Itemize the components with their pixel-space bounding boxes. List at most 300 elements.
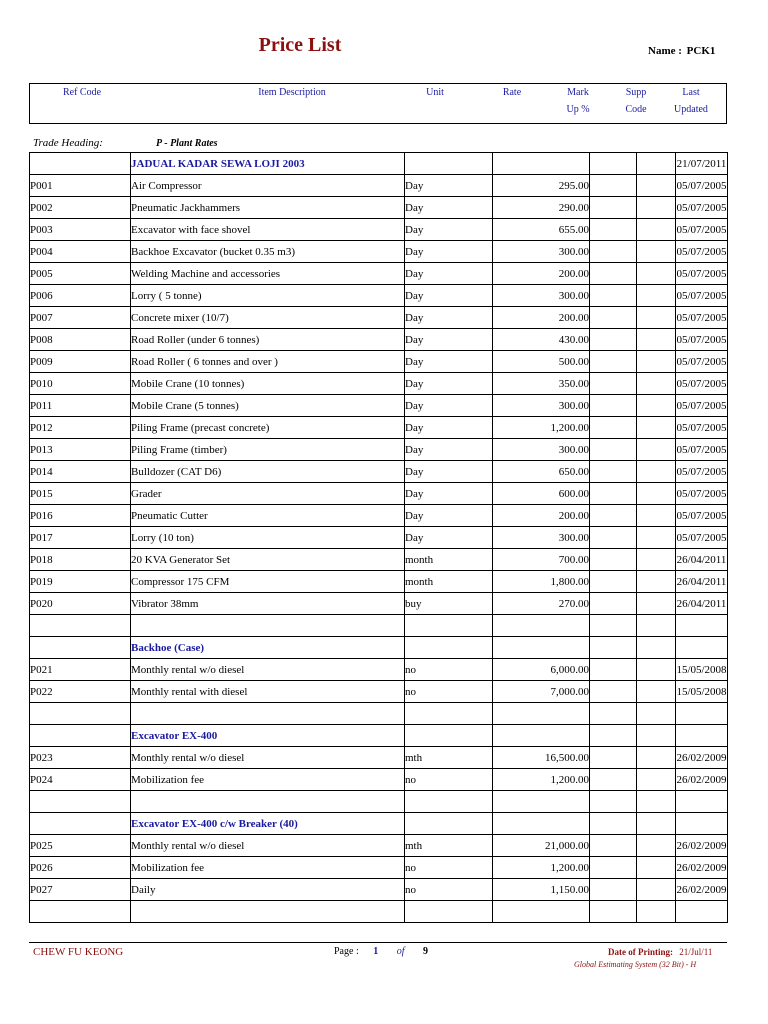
unit-cell: Day bbox=[405, 395, 493, 417]
rate-cell: 200.00 bbox=[493, 307, 590, 329]
markup-cell bbox=[590, 197, 637, 219]
ref-code-cell: P026 bbox=[30, 857, 131, 879]
unit-cell: Day bbox=[405, 263, 493, 285]
col-mark-up-line2: Up % bbox=[566, 104, 590, 115]
supp-code-cell bbox=[637, 285, 676, 307]
last-updated-cell bbox=[676, 901, 728, 923]
supp-code-cell bbox=[637, 747, 676, 769]
supp-code-cell bbox=[637, 879, 676, 901]
table-row bbox=[30, 461, 728, 483]
name-field bbox=[648, 45, 715, 57]
ref-code-cell bbox=[30, 703, 131, 725]
markup-cell bbox=[590, 307, 637, 329]
page-label: Page : bbox=[334, 946, 359, 957]
rate-cell: 300.00 bbox=[493, 285, 590, 307]
ref-code-cell: P003 bbox=[30, 219, 131, 241]
markup-cell bbox=[590, 615, 637, 637]
rate-cell: 16,500.00 bbox=[493, 747, 590, 769]
rate-cell: 295.00 bbox=[493, 175, 590, 197]
table-row bbox=[30, 659, 728, 681]
table-row bbox=[30, 549, 728, 571]
description-cell: Air Compressor bbox=[131, 175, 405, 197]
section-heading-row bbox=[30, 813, 728, 835]
description-cell: Lorry (10 ton) bbox=[131, 527, 405, 549]
last-updated-cell: 05/07/2005 bbox=[676, 351, 728, 373]
last-updated-cell: 26/02/2009 bbox=[676, 879, 728, 901]
rate-cell bbox=[493, 791, 590, 813]
col-rate: Rate bbox=[502, 87, 522, 98]
ref-code-cell: P001 bbox=[30, 175, 131, 197]
supp-code-cell bbox=[637, 659, 676, 681]
price-table bbox=[29, 152, 728, 923]
column-header bbox=[29, 83, 727, 124]
last-updated-cell: 05/07/2005 bbox=[676, 461, 728, 483]
table-row bbox=[30, 681, 728, 703]
col-mark-up bbox=[556, 84, 600, 118]
last-updated-cell: 05/07/2005 bbox=[676, 307, 728, 329]
description-cell: Compressor 175 CFM bbox=[131, 571, 405, 593]
col-unit: Unit bbox=[426, 87, 444, 98]
markup-cell bbox=[590, 505, 637, 527]
name-label: Name : bbox=[648, 45, 682, 57]
markup-cell bbox=[590, 835, 637, 857]
section-heading: Backhoe (Case) bbox=[131, 637, 405, 659]
col-item-description: Item Description bbox=[258, 87, 326, 98]
last-updated-cell bbox=[676, 615, 728, 637]
ref-code-cell: P013 bbox=[30, 439, 131, 461]
last-updated-cell: 15/05/2008 bbox=[676, 681, 728, 703]
last-updated-cell: 26/02/2009 bbox=[676, 857, 728, 879]
markup-cell bbox=[590, 813, 637, 835]
last-updated-cell: 05/07/2005 bbox=[676, 329, 728, 351]
supp-code-cell bbox=[637, 769, 676, 791]
table-row bbox=[30, 197, 728, 219]
unit-cell: no bbox=[405, 769, 493, 791]
supp-code-cell bbox=[637, 241, 676, 263]
of-label: of bbox=[396, 946, 405, 957]
unit-cell bbox=[405, 153, 493, 175]
trade-heading-label: Trade Heading: bbox=[33, 137, 103, 149]
description-cell: Pneumatic Cutter bbox=[131, 505, 405, 527]
footer-print-date bbox=[608, 947, 712, 957]
supp-code-cell bbox=[637, 549, 676, 571]
table-row bbox=[30, 439, 728, 461]
rate-cell: 430.00 bbox=[493, 329, 590, 351]
rate-cell: 655.00 bbox=[493, 219, 590, 241]
unit-cell: Day bbox=[405, 197, 493, 219]
blank-row bbox=[30, 703, 728, 725]
ref-code-cell: P020 bbox=[30, 593, 131, 615]
rate-cell: 200.00 bbox=[493, 263, 590, 285]
last-updated-cell: 05/07/2005 bbox=[676, 417, 728, 439]
last-updated-cell: 05/07/2005 bbox=[676, 483, 728, 505]
supp-code-cell bbox=[637, 703, 676, 725]
table-row bbox=[30, 593, 728, 615]
markup-cell bbox=[590, 527, 637, 549]
section-heading-row bbox=[30, 153, 728, 175]
markup-cell bbox=[590, 769, 637, 791]
last-updated-cell bbox=[676, 637, 728, 659]
unit-cell: Day bbox=[405, 307, 493, 329]
unit-cell: month bbox=[405, 571, 493, 593]
ref-code-cell: P014 bbox=[30, 461, 131, 483]
description-cell: Mobilization fee bbox=[131, 769, 405, 791]
markup-cell bbox=[590, 373, 637, 395]
markup-cell bbox=[590, 857, 637, 879]
ref-code-cell bbox=[30, 615, 131, 637]
description-cell bbox=[131, 615, 405, 637]
table-row bbox=[30, 329, 728, 351]
rate-cell bbox=[493, 703, 590, 725]
rate-cell bbox=[493, 615, 590, 637]
last-updated-cell: 15/05/2008 bbox=[676, 659, 728, 681]
rate-cell: 21,000.00 bbox=[493, 835, 590, 857]
unit-cell: Day bbox=[405, 373, 493, 395]
ref-code-cell: P023 bbox=[30, 747, 131, 769]
last-updated-cell: 26/02/2009 bbox=[676, 835, 728, 857]
rate-cell: 1,200.00 bbox=[493, 857, 590, 879]
rate-cell: 350.00 bbox=[493, 373, 590, 395]
supp-code-cell bbox=[637, 153, 676, 175]
markup-cell bbox=[590, 571, 637, 593]
ref-code-cell: P011 bbox=[30, 395, 131, 417]
rate-cell: 6,000.00 bbox=[493, 659, 590, 681]
description-cell: Monthly rental with diesel bbox=[131, 681, 405, 703]
unit-cell: Day bbox=[405, 417, 493, 439]
markup-cell bbox=[590, 747, 637, 769]
description-cell: Piling Frame (timber) bbox=[131, 439, 405, 461]
table-row bbox=[30, 769, 728, 791]
print-label: Date of Printing: bbox=[608, 947, 673, 957]
last-updated-cell: 05/07/2005 bbox=[676, 241, 728, 263]
markup-cell bbox=[590, 549, 637, 571]
markup-cell bbox=[590, 593, 637, 615]
supp-code-cell bbox=[637, 461, 676, 483]
col-ref-code: Ref Code bbox=[62, 87, 102, 98]
col-last-line2: Updated bbox=[674, 104, 708, 115]
rate-cell: 300.00 bbox=[493, 527, 590, 549]
last-updated-cell: 26/04/2011 bbox=[676, 549, 728, 571]
blank-row bbox=[30, 615, 728, 637]
unit-cell bbox=[405, 725, 493, 747]
supp-code-cell bbox=[637, 505, 676, 527]
supp-code-cell bbox=[637, 329, 676, 351]
markup-cell bbox=[590, 175, 637, 197]
last-updated-cell: 21/07/2011 bbox=[676, 153, 728, 175]
supp-code-cell bbox=[637, 417, 676, 439]
description-cell bbox=[131, 703, 405, 725]
supp-code-cell bbox=[637, 219, 676, 241]
description-cell: Piling Frame (precast concrete) bbox=[131, 417, 405, 439]
table-row bbox=[30, 395, 728, 417]
description-cell: Pneumatic Jackhammers bbox=[131, 197, 405, 219]
rate-cell bbox=[493, 637, 590, 659]
unit-cell bbox=[405, 615, 493, 637]
supp-code-cell bbox=[637, 835, 676, 857]
description-cell: Excavator with face shovel bbox=[131, 219, 405, 241]
section-heading: Excavator EX-400 bbox=[131, 725, 405, 747]
markup-cell bbox=[590, 791, 637, 813]
page-total: 9 bbox=[423, 946, 428, 957]
table-row bbox=[30, 263, 728, 285]
markup-cell bbox=[590, 241, 637, 263]
rate-cell: 7,000.00 bbox=[493, 681, 590, 703]
ref-code-cell: P018 bbox=[30, 549, 131, 571]
markup-cell bbox=[590, 395, 637, 417]
print-date: 21/Jul/11 bbox=[679, 947, 713, 957]
ref-code-cell: P010 bbox=[30, 373, 131, 395]
supp-code-cell bbox=[637, 571, 676, 593]
section-heading: Excavator EX-400 c/w Breaker (40) bbox=[131, 813, 405, 835]
markup-cell bbox=[590, 263, 637, 285]
rate-cell: 300.00 bbox=[493, 395, 590, 417]
last-updated-cell: 05/07/2005 bbox=[676, 505, 728, 527]
last-updated-cell: 05/07/2005 bbox=[676, 527, 728, 549]
last-updated-cell bbox=[676, 813, 728, 835]
supp-code-cell bbox=[637, 681, 676, 703]
ref-code-cell: P017 bbox=[30, 527, 131, 549]
markup-cell bbox=[590, 439, 637, 461]
ref-code-cell: P004 bbox=[30, 241, 131, 263]
footer-system: Global Estimating System (32 Bit) - H bbox=[574, 960, 697, 969]
table-row bbox=[30, 285, 728, 307]
unit-cell: Day bbox=[405, 329, 493, 351]
col-supp-code bbox=[616, 84, 656, 118]
rate-cell bbox=[493, 813, 590, 835]
ref-code-cell: P021 bbox=[30, 659, 131, 681]
page-title: Price List bbox=[258, 34, 342, 56]
supp-code-cell bbox=[637, 373, 676, 395]
description-cell: Monthly rental w/o diesel bbox=[131, 747, 405, 769]
col-supp-line1: Supp bbox=[625, 87, 647, 98]
markup-cell bbox=[590, 879, 637, 901]
description-cell: Monthly rental w/o diesel bbox=[131, 659, 405, 681]
unit-cell: no bbox=[405, 857, 493, 879]
unit-cell: mth bbox=[405, 835, 493, 857]
rate-cell: 500.00 bbox=[493, 351, 590, 373]
table-row bbox=[30, 417, 728, 439]
description-cell: Grader bbox=[131, 483, 405, 505]
unit-cell bbox=[405, 637, 493, 659]
unit-cell bbox=[405, 791, 493, 813]
last-updated-cell: 05/07/2005 bbox=[676, 175, 728, 197]
ref-code-cell: P015 bbox=[30, 483, 131, 505]
description-cell: Lorry ( 5 tonne) bbox=[131, 285, 405, 307]
table-row bbox=[30, 241, 728, 263]
ref-code-cell: P005 bbox=[30, 263, 131, 285]
table-row bbox=[30, 351, 728, 373]
supp-code-cell bbox=[637, 483, 676, 505]
unit-cell bbox=[405, 901, 493, 923]
supp-code-cell bbox=[637, 395, 676, 417]
last-updated-cell: 05/07/2005 bbox=[676, 373, 728, 395]
ref-code-cell: P019 bbox=[30, 571, 131, 593]
markup-cell bbox=[590, 351, 637, 373]
unit-cell: Day bbox=[405, 285, 493, 307]
unit-cell: Day bbox=[405, 175, 493, 197]
supp-code-cell bbox=[637, 527, 676, 549]
markup-cell bbox=[590, 285, 637, 307]
unit-cell: mth bbox=[405, 747, 493, 769]
supp-code-cell bbox=[637, 901, 676, 923]
rate-cell: 1,200.00 bbox=[493, 769, 590, 791]
unit-cell: month bbox=[405, 549, 493, 571]
ref-code-cell: P007 bbox=[30, 307, 131, 329]
table-row bbox=[30, 747, 728, 769]
table-row bbox=[30, 483, 728, 505]
unit-cell: Day bbox=[405, 483, 493, 505]
last-updated-cell bbox=[676, 725, 728, 747]
ref-code-cell: P024 bbox=[30, 769, 131, 791]
supp-code-cell bbox=[637, 439, 676, 461]
description-cell: Concrete mixer (10/7) bbox=[131, 307, 405, 329]
unit-cell: Day bbox=[405, 461, 493, 483]
name-value: PCK1 bbox=[686, 45, 716, 57]
rate-cell: 600.00 bbox=[493, 483, 590, 505]
ref-code-cell bbox=[30, 813, 131, 835]
rate-cell: 1,150.00 bbox=[493, 879, 590, 901]
col-supp-line2: Code bbox=[625, 104, 647, 115]
markup-cell bbox=[590, 219, 637, 241]
description-cell bbox=[131, 791, 405, 813]
page-number: 1 bbox=[373, 946, 379, 957]
last-updated-cell: 05/07/2005 bbox=[676, 263, 728, 285]
col-last-line1: Last bbox=[682, 87, 700, 98]
markup-cell bbox=[590, 901, 637, 923]
last-updated-cell bbox=[676, 791, 728, 813]
ref-code-cell: P022 bbox=[30, 681, 131, 703]
ref-code-cell: P008 bbox=[30, 329, 131, 351]
rate-cell: 200.00 bbox=[493, 505, 590, 527]
supp-code-cell bbox=[637, 791, 676, 813]
last-updated-cell: 26/04/2011 bbox=[676, 571, 728, 593]
rate-cell: 300.00 bbox=[493, 241, 590, 263]
description-cell: Mobile Crane (5 tonnes) bbox=[131, 395, 405, 417]
supp-code-cell bbox=[637, 725, 676, 747]
ref-code-cell: P012 bbox=[30, 417, 131, 439]
col-mark-up-line1: Mark bbox=[567, 87, 589, 98]
supp-code-cell bbox=[637, 593, 676, 615]
trade-heading-value: P - Plant Rates bbox=[156, 138, 218, 149]
unit-cell bbox=[405, 813, 493, 835]
markup-cell bbox=[590, 703, 637, 725]
description-cell: Bulldozer (CAT D6) bbox=[131, 461, 405, 483]
ref-code-cell: P027 bbox=[30, 879, 131, 901]
rate-cell: 300.00 bbox=[493, 439, 590, 461]
markup-cell bbox=[590, 483, 637, 505]
table-row bbox=[30, 857, 728, 879]
table-row bbox=[30, 527, 728, 549]
markup-cell bbox=[590, 681, 637, 703]
ref-code-cell: P016 bbox=[30, 505, 131, 527]
description-cell: Backhoe Excavator (bucket 0.35 m3) bbox=[131, 241, 405, 263]
unit-cell: Day bbox=[405, 351, 493, 373]
markup-cell bbox=[590, 417, 637, 439]
supp-code-cell bbox=[637, 307, 676, 329]
last-updated-cell: 05/07/2005 bbox=[676, 219, 728, 241]
table-row bbox=[30, 505, 728, 527]
rate-cell: 1,200.00 bbox=[493, 417, 590, 439]
unit-cell bbox=[405, 703, 493, 725]
ref-code-cell: P025 bbox=[30, 835, 131, 857]
supp-code-cell bbox=[637, 263, 676, 285]
supp-code-cell bbox=[637, 615, 676, 637]
description-cell: Road Roller ( 6 tonnes and over ) bbox=[131, 351, 405, 373]
table-row bbox=[30, 373, 728, 395]
rate-cell bbox=[493, 725, 590, 747]
table-row bbox=[30, 175, 728, 197]
rate-cell: 270.00 bbox=[493, 593, 590, 615]
description-cell: Mobilization fee bbox=[131, 857, 405, 879]
description-cell: Mobile Crane (10 tonnes) bbox=[131, 373, 405, 395]
blank-row bbox=[30, 791, 728, 813]
description-cell: Daily bbox=[131, 879, 405, 901]
markup-cell bbox=[590, 461, 637, 483]
supp-code-cell bbox=[637, 637, 676, 659]
ref-code-cell: P006 bbox=[30, 285, 131, 307]
description-cell: Vibrator 38mm bbox=[131, 593, 405, 615]
unit-cell: buy bbox=[405, 593, 493, 615]
section-heading-row bbox=[30, 637, 728, 659]
ref-code-cell bbox=[30, 153, 131, 175]
unit-cell: no bbox=[405, 681, 493, 703]
ref-code-cell bbox=[30, 901, 131, 923]
markup-cell bbox=[590, 153, 637, 175]
supp-code-cell bbox=[637, 351, 676, 373]
ref-code-cell: P002 bbox=[30, 197, 131, 219]
ref-code-cell bbox=[30, 637, 131, 659]
last-updated-cell: 05/07/2005 bbox=[676, 395, 728, 417]
markup-cell bbox=[590, 659, 637, 681]
table-row bbox=[30, 219, 728, 241]
markup-cell bbox=[590, 725, 637, 747]
last-updated-cell: 05/07/2005 bbox=[676, 197, 728, 219]
rate-cell: 1,800.00 bbox=[493, 571, 590, 593]
last-updated-cell: 26/04/2011 bbox=[676, 593, 728, 615]
unit-cell: Day bbox=[405, 505, 493, 527]
last-updated-cell: 05/07/2005 bbox=[676, 285, 728, 307]
unit-cell: Day bbox=[405, 527, 493, 549]
unit-cell: no bbox=[405, 879, 493, 901]
description-cell: Welding Machine and accessories bbox=[131, 263, 405, 285]
description-cell: 20 KVA Generator Set bbox=[131, 549, 405, 571]
last-updated-cell: 05/07/2005 bbox=[676, 439, 728, 461]
markup-cell bbox=[590, 329, 637, 351]
description-cell: Road Roller (under 6 tonnes) bbox=[131, 329, 405, 351]
supp-code-cell bbox=[637, 813, 676, 835]
ref-code-cell bbox=[30, 725, 131, 747]
rate-cell bbox=[493, 153, 590, 175]
section-heading-row bbox=[30, 725, 728, 747]
last-updated-cell: 26/02/2009 bbox=[676, 747, 728, 769]
rate-cell bbox=[493, 901, 590, 923]
ref-code-cell: P009 bbox=[30, 351, 131, 373]
supp-code-cell bbox=[637, 857, 676, 879]
markup-cell bbox=[590, 637, 637, 659]
ref-code-cell bbox=[30, 791, 131, 813]
rate-cell: 650.00 bbox=[493, 461, 590, 483]
col-last-updated bbox=[666, 84, 716, 118]
rate-cell: 700.00 bbox=[493, 549, 590, 571]
unit-cell: Day bbox=[405, 241, 493, 263]
blank-row bbox=[30, 901, 728, 923]
supp-code-cell bbox=[637, 197, 676, 219]
last-updated-cell bbox=[676, 703, 728, 725]
unit-cell: Day bbox=[405, 439, 493, 461]
last-updated-cell: 26/02/2009 bbox=[676, 769, 728, 791]
description-cell bbox=[131, 901, 405, 923]
description-cell: Monthly rental w/o diesel bbox=[131, 835, 405, 857]
